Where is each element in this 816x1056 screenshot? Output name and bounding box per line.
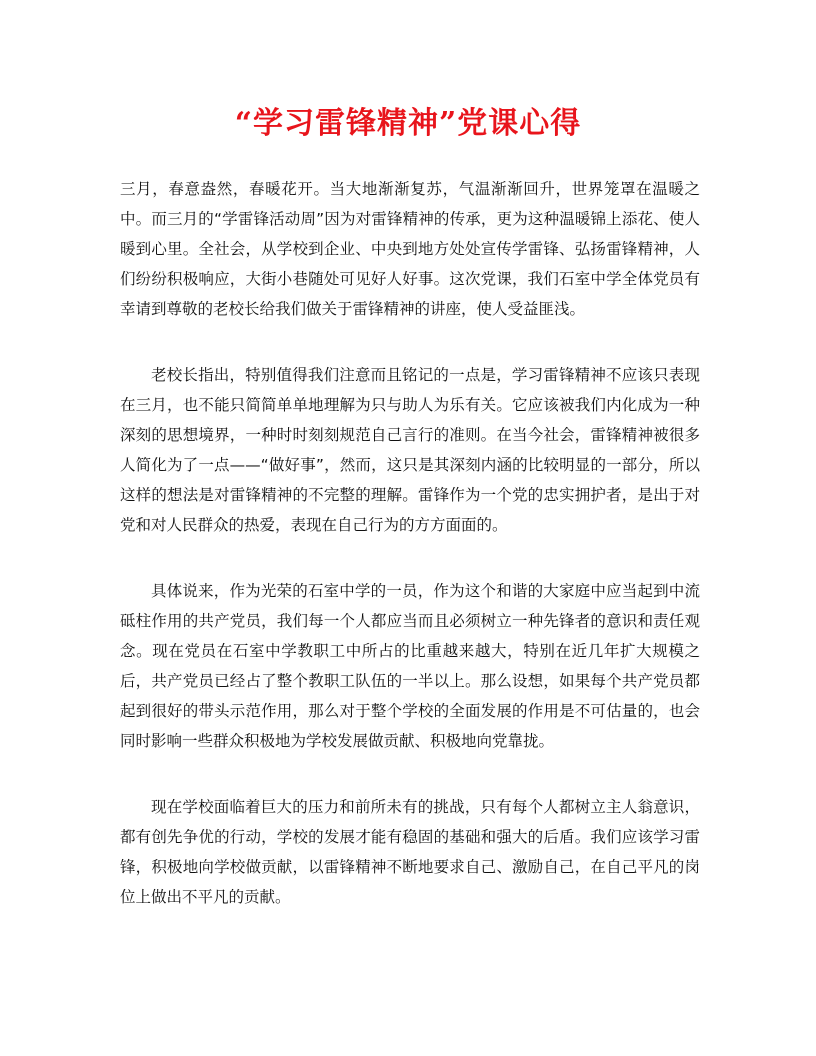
document-body bbox=[120, 174, 700, 948]
paragraph-2: 老校长指出，特别值得我们注意而且铭记的一点是，学习雷锋精神不应该只表现在三月，也不能只简简单单地理解为只与助人为乐有关。它应该被我们内化成为一种深刻的思想境界，一种时时刻刻规范自己言行的准则。在当今社会，雷锋精神被很多人简化为了一点——“做好事”，然而，这只是其深刻内涵的比较明显的一部分，所以这样的想法是对雷锋精神的不完整的理解。雷锋作为一个党的忠实拥护者，是出于对党和对人民群众的热爱，表现在自己行为的方方面面的。 bbox=[120, 366, 700, 534]
paragraph-3: 具体说来，作为光荣的石室中学的一员，作为这个和谐的大家庭中应当起到中流砥柱作用的共产党员，我们每一个人都应当而且必须树立一种先锋者的意识和责任观念。现在党员在石室中学教职工中所占的比重越来越大，特别在近几年扩大规模之后，共产党员已经占了整个教职工队伍的一半以上。那么设想，如果每个共产党员都起到很好的带头示范作用，那么对于整个学校的全面发展的作用是不可估量的，也会同时影响一些群众积极地为学校发展做贡献、积极地向党靠拢。 bbox=[120, 582, 700, 750]
document-title: “学习雷锋精神”党课心得 bbox=[234, 106, 582, 141]
paragraph-1: 三月，春意盎然，春暖花开。当大地渐渐复苏，气温渐渐回升，世界笼罩在温暖之中。而三月的“学雷锋活动周”因为对雷锋精神的传承，更为这种温暖锦上添花、使人暖到心里。全社会，从学校到企业、中央到地方处处宣传学雷锋、弘扬雷锋精神，人们纷纷积极响应，大街小巷随处可见好人好事。这次党课，我们石室中学全体党员有幸请到尊敬的老校长给我们做关于雷锋精神的讲座，使人受益匪浅。 bbox=[120, 180, 700, 318]
paragraph-4: 现在学校面临着巨大的压力和前所未有的挑战，只有每个人都树立主人翁意识，都有创先争优的行动，学校的发展才能有稳固的基础和强大的后盾。我们应该学习雷锋，积极地向学校做贡献，以雷锋精神不断地要求自己、激励自己，在自己平凡的岗位上做出不平凡的贡献。 bbox=[120, 798, 700, 906]
